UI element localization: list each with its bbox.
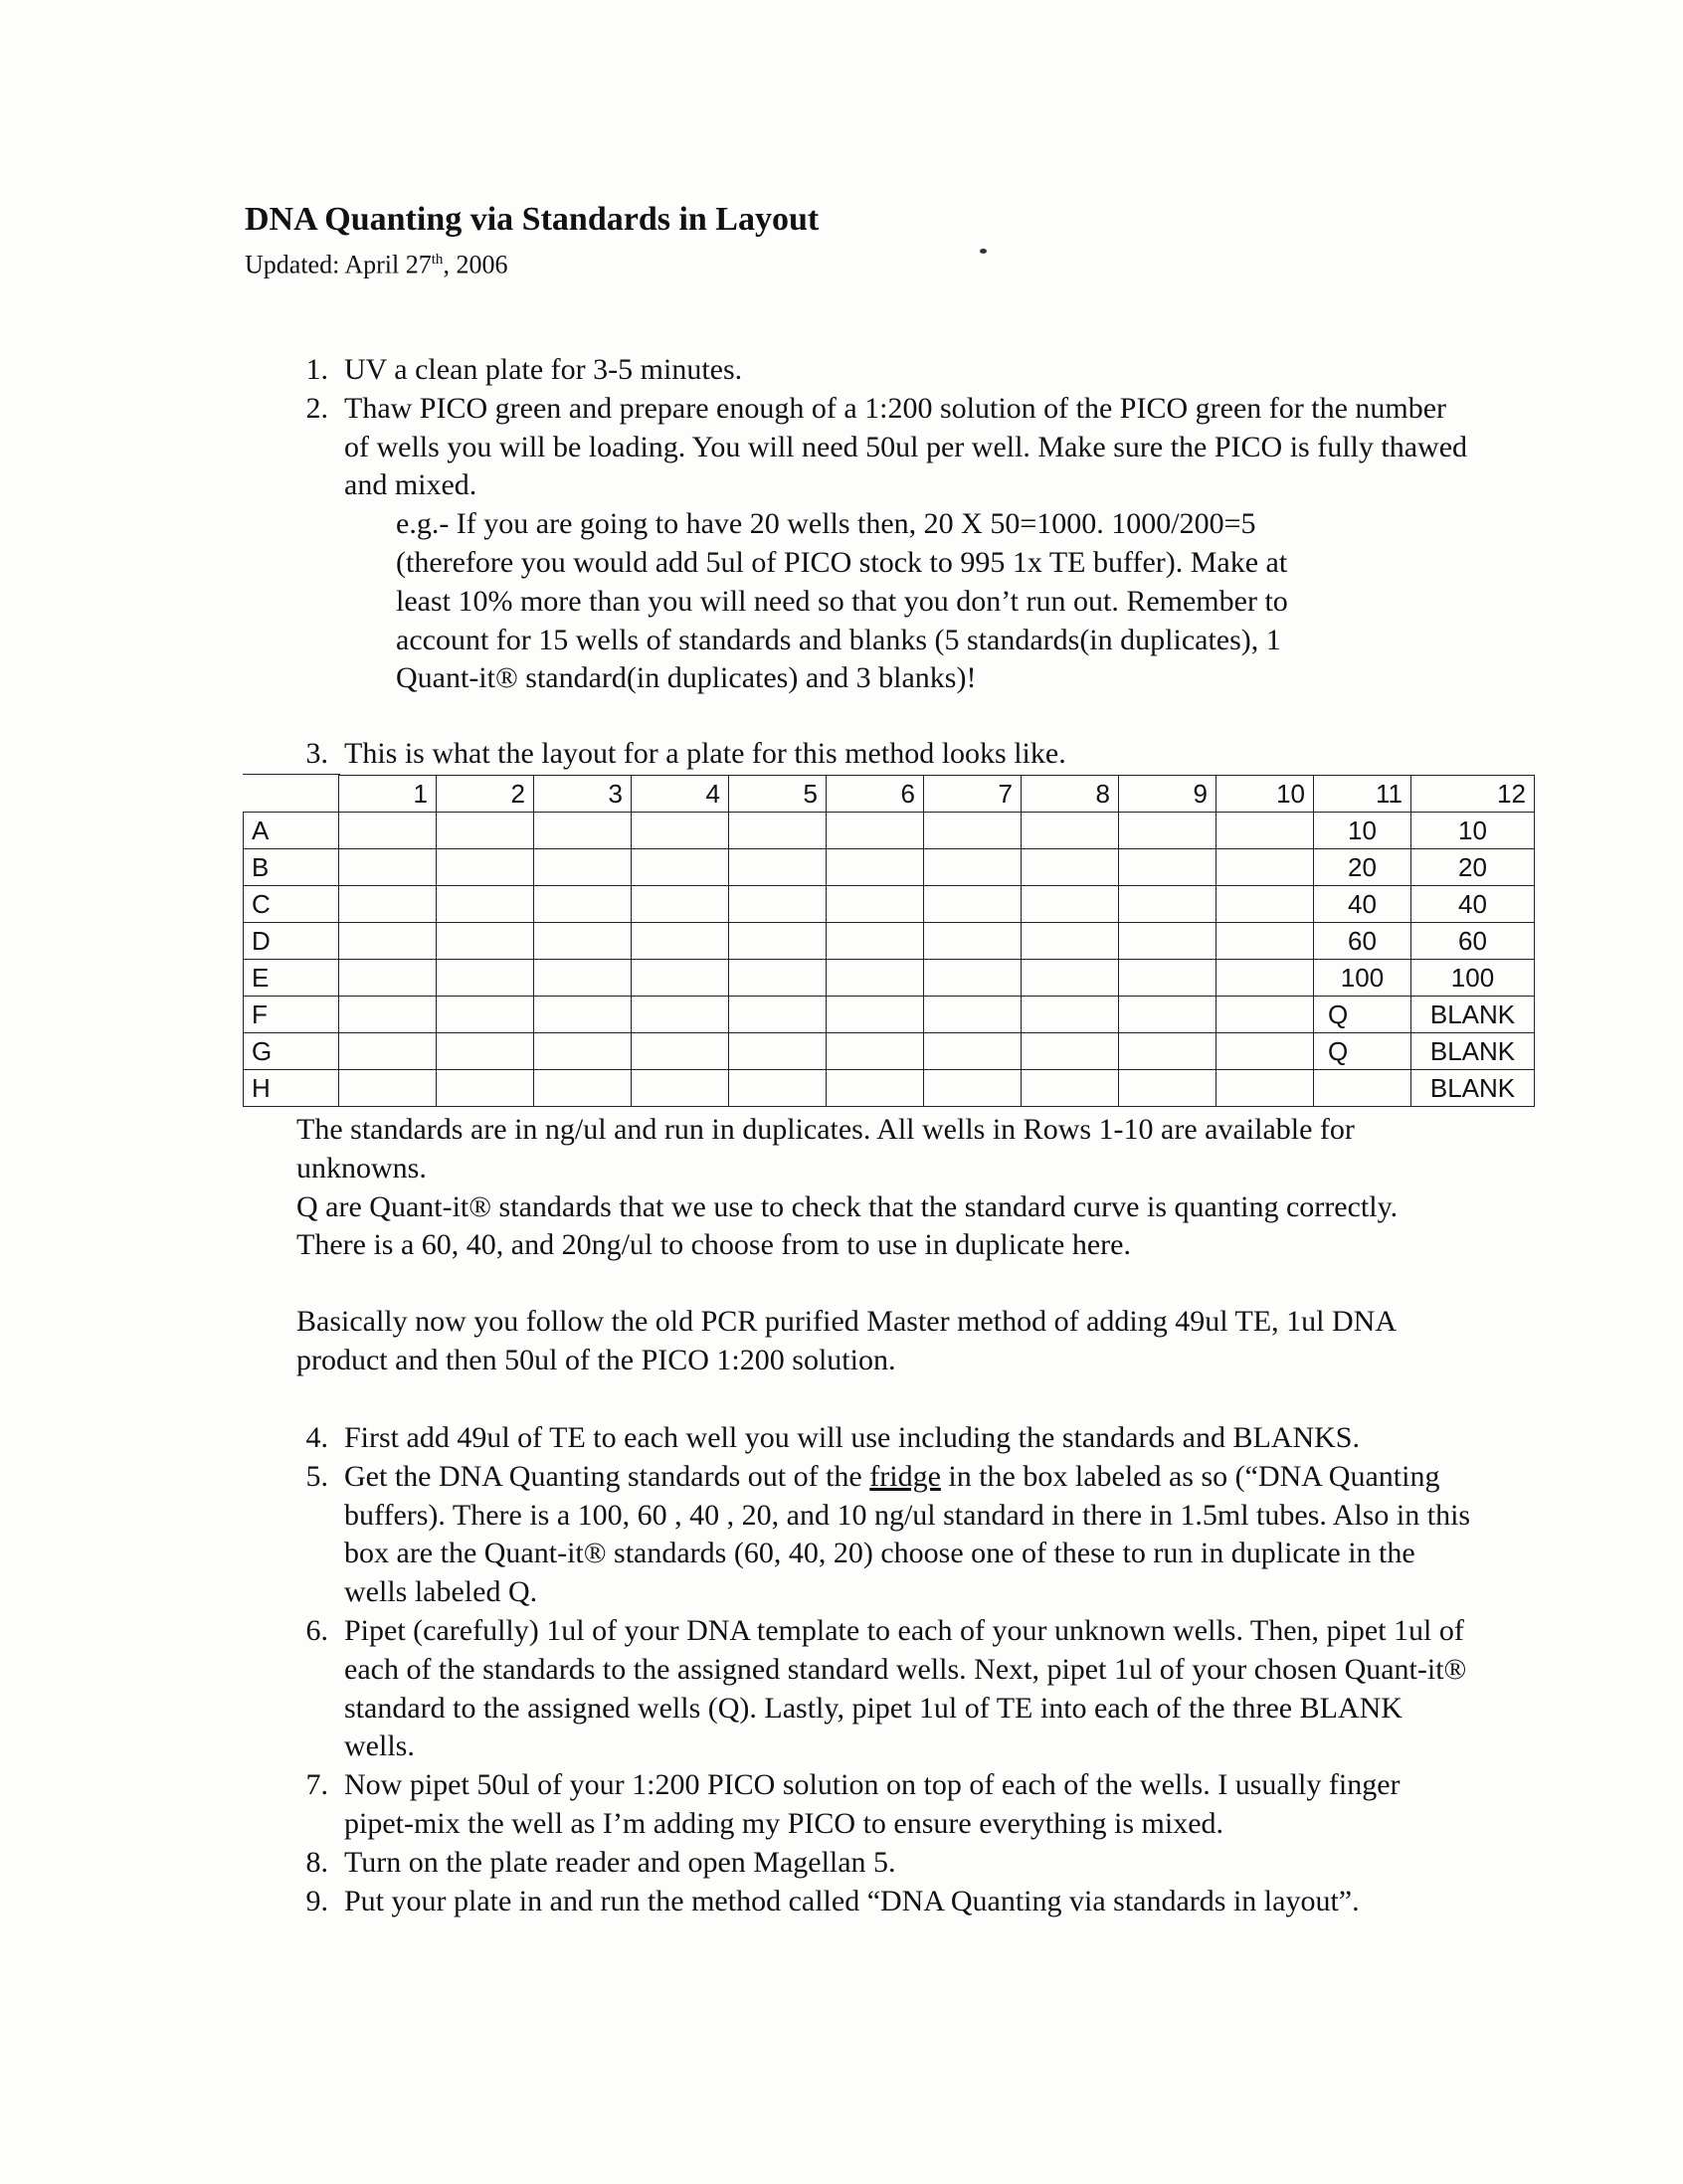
empty-well: [339, 1033, 437, 1070]
empty-well: [437, 1070, 534, 1107]
column-header: 10: [1216, 776, 1314, 813]
note-standards: The standards are in ng/ul and run in duplicates. All wells in Rows 1-10 are available for unknowns.: [296, 1113, 1355, 1184]
empty-well: [339, 886, 437, 923]
empty-well: [1216, 886, 1314, 923]
plate-row: [244, 923, 1535, 960]
empty-well: [632, 886, 729, 923]
empty-well: [827, 997, 924, 1033]
step-4: [288, 1419, 1472, 1458]
step-text: Pipet (carefully) 1ul of your DNA template to each of your unknown wells. Then, pipet 1ul of each of the standards to the assigned standard wells. Next, pipet 1ul of your chosen Quant-it® standard to the assigned wells (Q). Lastly, pipet 1ul of TE into each of the three BLANK wells.: [344, 1613, 1467, 1763]
row-label: G: [244, 1033, 339, 1070]
step-text: Thaw PICO green and prepare enough of a 1:200 solution of the PICO green for the number of wells you will be loading. You will need 50ul per well. Make sure the PICO is fully thawed and mixed.: [344, 391, 1468, 502]
row-label: F: [244, 997, 339, 1033]
empty-well: [729, 1070, 827, 1107]
scan-speck: [980, 249, 987, 254]
step-text: This is what the layout for a plate for this method looks like.: [344, 737, 1066, 770]
plate-row: [244, 960, 1535, 997]
step-text-pre: Get the DNA Quanting standards out of the: [344, 1459, 870, 1493]
empty-well: [729, 960, 827, 997]
step-text: Put your plate in and run the method called “DNA Quanting via standards in layout”.: [344, 1884, 1360, 1917]
empty-well: [339, 813, 437, 849]
column-header: 7: [924, 776, 1022, 813]
steps-part-1: [288, 351, 1472, 698]
column-header: 5: [729, 776, 827, 813]
step-number: 1.: [305, 353, 328, 386]
empty-well: [437, 1033, 534, 1070]
empty-well: [827, 886, 924, 923]
empty-well: [924, 813, 1022, 849]
empty-well: [827, 849, 924, 886]
header-row: [244, 776, 1535, 813]
updated-suffix: , 2006: [443, 250, 508, 279]
document-title: DNA Quanting via Standards in Layout: [245, 201, 820, 238]
empty-well: [1022, 813, 1119, 849]
column-header: 12: [1411, 776, 1535, 813]
plate-row: [244, 1033, 1535, 1070]
step-number: 7.: [305, 1768, 328, 1802]
empty-well: [729, 813, 827, 849]
empty-well: [1119, 886, 1216, 923]
step-text: UV a clean plate for 3-5 minutes.: [344, 353, 743, 386]
empty-well: [632, 813, 729, 849]
empty-well: [632, 1070, 729, 1107]
empty-well: [924, 997, 1022, 1033]
well-col-12: 40: [1411, 886, 1535, 923]
step-1: [288, 351, 1472, 390]
empty-well: [632, 923, 729, 960]
corner-cell: [244, 776, 339, 813]
updated-prefix: Updated: April 27: [245, 250, 432, 279]
empty-well: [1119, 997, 1216, 1033]
well-col-12: BLANK: [1411, 1033, 1535, 1070]
row-label: H: [244, 1070, 339, 1107]
step-number: 2.: [305, 391, 328, 425]
empty-well: [729, 886, 827, 923]
empty-well: [827, 960, 924, 997]
empty-well: [1022, 1070, 1119, 1107]
step-number: 3.: [305, 737, 328, 770]
empty-well: [437, 849, 534, 886]
updated-date: [245, 243, 507, 282]
step-number: 4.: [305, 1421, 328, 1454]
fridge-underlined: fridge: [869, 1459, 941, 1493]
step-text: First add 49ul of TE to each well you will use including the standards and BLANKS.: [344, 1421, 1360, 1454]
step-9: [288, 1883, 1472, 1921]
step-5: [288, 1458, 1472, 1612]
column-header: 11: [1314, 776, 1411, 813]
empty-well: [339, 1070, 437, 1107]
well-col-11: 20: [1314, 849, 1411, 886]
empty-well: [534, 886, 632, 923]
empty-well: [1216, 1070, 1314, 1107]
empty-well: [1022, 923, 1119, 960]
empty-well: [632, 960, 729, 997]
empty-well: [1119, 960, 1216, 997]
empty-well: [1119, 849, 1216, 886]
example-line: (therefore you would add 5ul of PICO stock to 995 1x TE buffer). Make at: [396, 545, 1288, 579]
step-8: [288, 1844, 1472, 1883]
empty-well: [1119, 813, 1216, 849]
notes-block: [296, 1111, 1470, 1380]
column-header: 3: [534, 776, 632, 813]
well-col-11: Q: [1314, 997, 1411, 1033]
well-col-12: BLANK: [1411, 997, 1535, 1033]
example-line: account for 15 wells of standards and blanks (5 standards(in duplicates), 1: [396, 623, 1281, 656]
step-number: 5.: [305, 1459, 328, 1493]
row-label: A: [244, 813, 339, 849]
well-col-11: 10: [1314, 813, 1411, 849]
plate-row: [244, 813, 1535, 849]
row-label: C: [244, 886, 339, 923]
empty-well: [437, 886, 534, 923]
empty-well: [924, 960, 1022, 997]
empty-well: [339, 849, 437, 886]
empty-well: [729, 849, 827, 886]
empty-well: [1119, 1033, 1216, 1070]
step-3: [288, 735, 1472, 774]
column-header: 2: [437, 776, 534, 813]
well-col-11: [1314, 1070, 1411, 1107]
column-header: 4: [632, 776, 729, 813]
empty-well: [1216, 923, 1314, 960]
empty-well: [827, 1033, 924, 1070]
empty-well: [1216, 813, 1314, 849]
empty-well: [1216, 1033, 1314, 1070]
step-text: Now pipet 50ul of your 1:200 PICO solution on top of each of the wells. I usually finger pipet-mix the well as I’m adding my PICO to ensure everything is mixed.: [344, 1768, 1401, 1840]
row-label: E: [244, 960, 339, 997]
step-number: 8.: [305, 1845, 328, 1879]
column-header: 8: [1022, 776, 1119, 813]
empty-well: [827, 923, 924, 960]
empty-well: [632, 849, 729, 886]
empty-well: [1216, 997, 1314, 1033]
well-col-12: 10: [1411, 813, 1535, 849]
empty-well: [632, 997, 729, 1033]
row-label: D: [244, 923, 339, 960]
note-method: Basically now you follow the old PCR purified Master method of adding 49ul TE, 1ul DNA product and then 50ul of the PICO 1:200 solution.: [296, 1305, 1396, 1376]
column-header: 1: [339, 776, 437, 813]
empty-well: [827, 813, 924, 849]
plate-body: [244, 776, 1535, 1107]
empty-well: [437, 960, 534, 997]
empty-well: [534, 813, 632, 849]
plate-row: [244, 1070, 1535, 1107]
example-line: least 10% more than you will need so that you don’t run out. Remember to: [396, 584, 1288, 618]
plate-row: [244, 849, 1535, 886]
updated-sup: th: [431, 252, 444, 268]
well-col-11: 100: [1314, 960, 1411, 997]
empty-well: [729, 997, 827, 1033]
step-3-item: [288, 735, 1472, 774]
steps-part-2: [288, 1419, 1472, 1920]
empty-well: [1022, 886, 1119, 923]
empty-well: [1216, 960, 1314, 997]
row-label: B: [244, 849, 339, 886]
column-header: 6: [827, 776, 924, 813]
empty-well: [1119, 1070, 1216, 1107]
well-col-11: Q: [1314, 1033, 1411, 1070]
well-col-12: BLANK: [1411, 1070, 1535, 1107]
empty-well: [1216, 849, 1314, 886]
plate-row: [244, 997, 1535, 1033]
empty-well: [1119, 923, 1216, 960]
empty-well: [924, 1070, 1022, 1107]
plate-layout-table: [243, 775, 1535, 1107]
note-quant-it: Q are Quant-it® standards that we use to check that the standard curve is quanting correctly. There is a 60, 40, and 20ng/ul to choose from to use in duplicate here.: [296, 1189, 1399, 1262]
column-header: 9: [1119, 776, 1216, 813]
empty-well: [924, 849, 1022, 886]
empty-well: [534, 923, 632, 960]
empty-well: [339, 960, 437, 997]
empty-well: [1022, 960, 1119, 997]
step-number: 6.: [305, 1613, 328, 1647]
empty-well: [924, 923, 1022, 960]
step-number: 9.: [305, 1884, 328, 1917]
well-col-12: 100: [1411, 960, 1535, 997]
step-text-post: in the box labeled as so (“DNA Quanting buffers). There is a 100, 60 , 40 , 20, and 10 ng/ul standard in there in 1.5ml tubes. Also in this box are the Quant-it® standards (60, 40, 20) choose one of these to run in duplicate in the wells labeled Q.: [344, 1459, 1471, 1609]
empty-well: [729, 1033, 827, 1070]
step-6: [288, 1612, 1472, 1766]
empty-well: [437, 997, 534, 1033]
empty-well: [534, 1033, 632, 1070]
empty-well: [827, 1070, 924, 1107]
example-line: e.g.- If you are going to have 20 wells then, 20 X 50=1000. 1000/200=5: [396, 507, 1256, 541]
example-line: Quant-it® standard(in duplicates) and 3 blanks)!: [396, 661, 977, 695]
plate-row: [244, 886, 1535, 923]
empty-well: [1022, 997, 1119, 1033]
example-block: [344, 505, 1472, 698]
empty-well: [339, 997, 437, 1033]
step-2: [288, 390, 1472, 698]
empty-well: [534, 960, 632, 997]
empty-well: [924, 886, 1022, 923]
empty-well: [339, 923, 437, 960]
well-col-12: 60: [1411, 923, 1535, 960]
empty-well: [632, 1033, 729, 1070]
empty-well: [1022, 849, 1119, 886]
empty-well: [534, 849, 632, 886]
step-7: [288, 1766, 1472, 1844]
empty-well: [924, 1033, 1022, 1070]
empty-well: [1022, 1033, 1119, 1070]
empty-well: [437, 813, 534, 849]
empty-well: [437, 923, 534, 960]
well-col-11: 60: [1314, 923, 1411, 960]
empty-well: [534, 1070, 632, 1107]
empty-well: [729, 923, 827, 960]
step-text: Turn on the plate reader and open Magellan 5.: [344, 1845, 896, 1879]
empty-well: [534, 997, 632, 1033]
well-col-12: 20: [1411, 849, 1535, 886]
well-col-11: 40: [1314, 886, 1411, 923]
